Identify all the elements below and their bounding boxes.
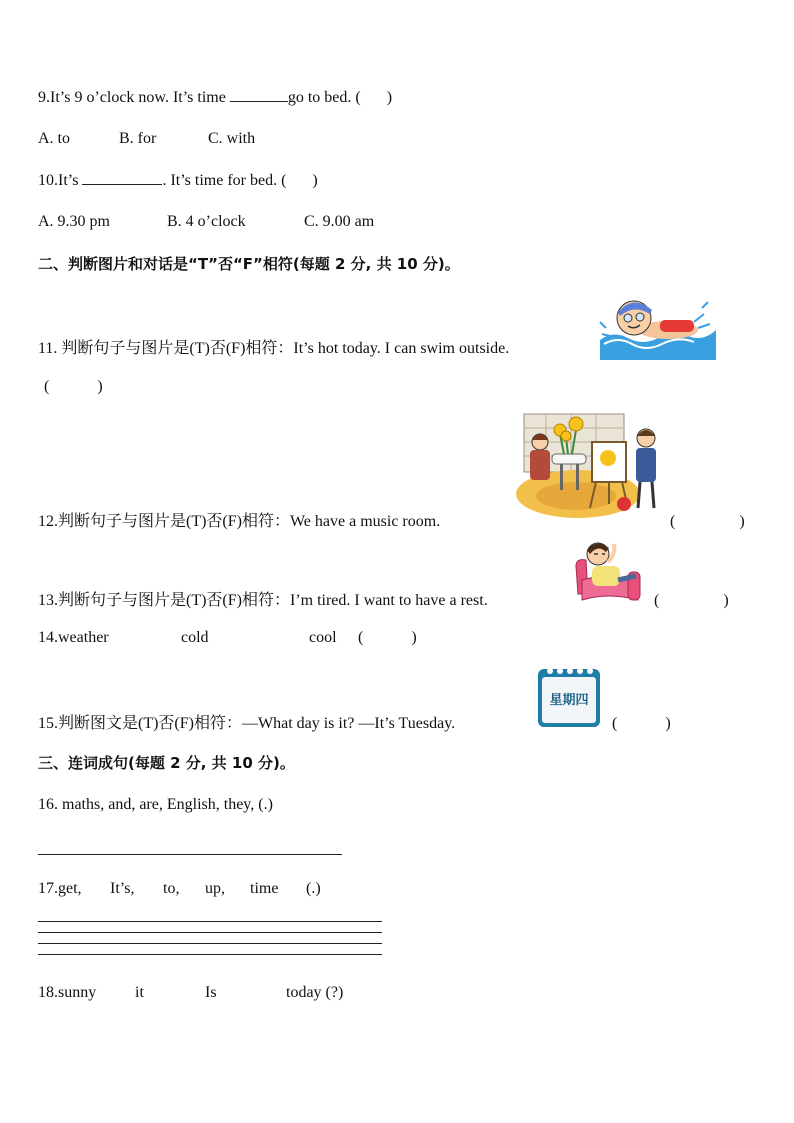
q17-word-1: 17.get, — [38, 880, 82, 897]
q9-answer-blank[interactable] — [230, 87, 288, 102]
q10-option-c[interactable]: C. 9.00 am — [304, 213, 375, 230]
q11-answer-paren[interactable]: ( ) — [44, 378, 103, 395]
q10-text-b: . It’s time for bed. ( — [162, 172, 287, 189]
question-11: 11. 判断句子与图片是(T)否(F)相符：It’s hot today. I can swim outside. — [38, 340, 510, 357]
q14-answer-paren[interactable]: ( ) — [358, 629, 417, 646]
question-9 — [38, 87, 392, 108]
q17-word-6: (.) — [306, 880, 321, 897]
q18-word-4: today (?) — [286, 984, 344, 1001]
swimming-boy-image — [598, 292, 718, 360]
q17-word-4: up, — [205, 880, 225, 897]
q9-option-a[interactable]: A. to — [38, 130, 70, 147]
question-15: 15.判断图文是(T)否(F)相符：—What day is it? —It’s Tuesday. — [38, 715, 456, 732]
q13-answer-paren[interactable]: ( ) — [654, 592, 729, 609]
section-2-heading: 二、判断图片和对话是“T”否“F”相符(每题 2 分, 共 10 分)。 — [38, 255, 460, 273]
q18-word-3: Is — [205, 984, 217, 1001]
resting-boy-image — [572, 536, 644, 606]
q14-word-weather: 14.weather — [38, 629, 109, 646]
q17-word-3: to, — [163, 880, 180, 897]
q9-text-c: ) — [386, 89, 393, 106]
q17-answer-line-2[interactable] — [38, 932, 382, 933]
q17-answer-line-3[interactable] — [38, 943, 382, 944]
painting-class-image — [516, 408, 664, 526]
q10-answer-blank[interactable] — [82, 170, 162, 185]
q9-text-a: 9.It’s 9 o’clock now. It’s time — [38, 89, 230, 106]
question-16: 16. maths, and, are, English, they, (.) — [38, 796, 273, 813]
q15-answer-paren[interactable]: ( ) — [612, 715, 671, 732]
q10-option-b[interactable]: B. 4 o’clock — [167, 213, 246, 230]
q16-answer-line[interactable] — [38, 854, 342, 855]
q9-text-b: go to bed. ( — [287, 89, 361, 106]
q14-word-cold: cold — [181, 629, 209, 646]
calendar-icon — [536, 663, 602, 729]
q18-word-2: it — [135, 984, 144, 1001]
section-3-heading: 三、连词成句(每题 2 分, 共 10 分)。 — [38, 754, 295, 772]
question-13: 13.判断句子与图片是(T)否(F)相符：I’m tired. I want to have a rest. — [38, 592, 488, 609]
q17-word-5: time — [250, 880, 279, 897]
q17-word-2: It’s, — [110, 880, 135, 897]
q10-text-c: ) — [312, 172, 318, 189]
q17-answer-line-4[interactable] — [38, 954, 382, 955]
q12-answer-paren[interactable]: ( ) — [670, 513, 745, 530]
q10-option-a[interactable]: A. 9.30 pm — [38, 213, 110, 230]
q10-text-a: 10.It’s — [38, 172, 83, 189]
question-10 — [38, 170, 318, 191]
q9-option-c[interactable]: C. with — [208, 130, 256, 147]
q18-word-1: 18.sunny — [38, 984, 97, 1001]
q9-option-b[interactable]: B. for — [119, 130, 157, 147]
calendar-label: 星期四 — [549, 693, 589, 708]
q14-word-cool: cool — [309, 629, 337, 646]
q17-answer-line-1[interactable] — [38, 921, 382, 922]
question-12: 12.判断句子与图片是(T)否(F)相符：We have a music room. — [38, 513, 441, 530]
